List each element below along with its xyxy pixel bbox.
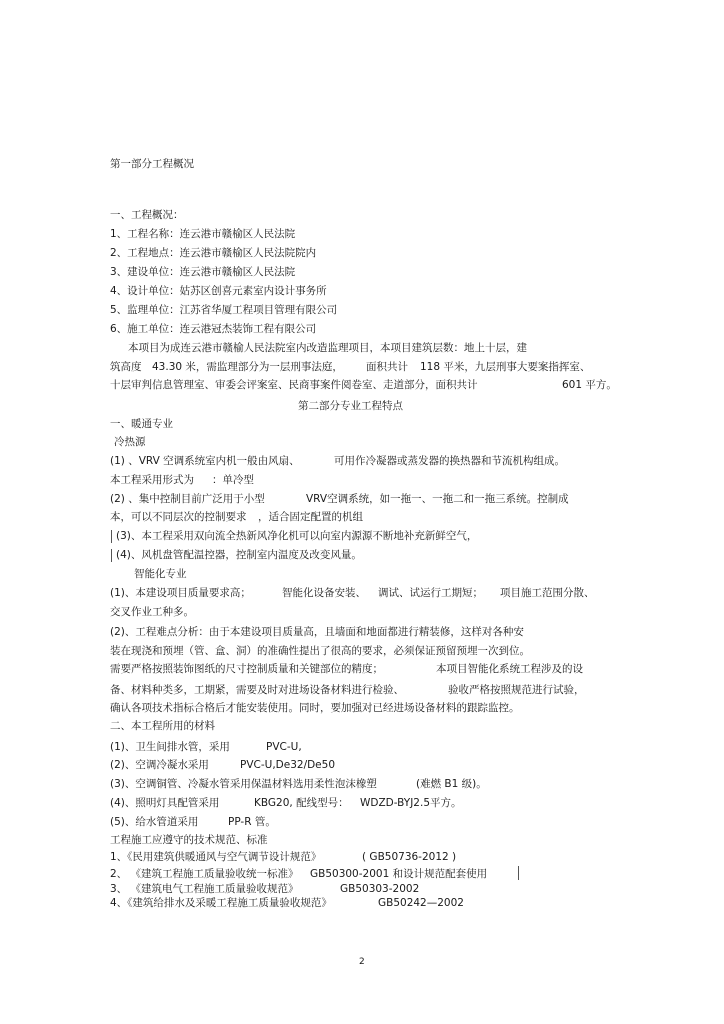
hvac-item: VRV空调系统，如一拖一、一拖二和一拖三系统。控制成 <box>306 493 569 505</box>
intro-line: 43.30 米，需监理部分为一层刑事法庭， <box>152 361 343 373</box>
standard-item: 4、《建筑给排水及采暖工程施工质量验收规范》 <box>110 897 332 909</box>
part2-title: 第二部分专业工程特点 <box>298 400 403 412</box>
intro-line: 面积共计 <box>366 361 408 373</box>
material-item: PVC-U, <box>266 741 302 753</box>
overview-heading: 一、工程概况： <box>110 209 184 221</box>
standards-heading: 工程施工应遵守的技术规范、标准 <box>110 834 268 846</box>
smart-para: 智能化设备安装、 <box>282 587 366 599</box>
smart-para: 装在现浇和预埋（管、盒、洞）的准确性提出了很高的要求，必须保证预留预埋一次到位。 <box>110 645 530 657</box>
margin-bar <box>518 866 519 880</box>
smart-para: (2)、工程难点分析：由于本建设项目质量高，且墙面和地面都进行精装修，这样对各种安 <box>110 626 524 638</box>
standard-item: GB50300-2001 和设计规范配套使用 <box>310 868 488 880</box>
intro-line: 本项目为成连云港市赣榆人民法院室内改造监理项目，本项目建筑层数：地上十层，建 <box>128 342 527 354</box>
standard-item: 2、 《建筑工程施工质量验收统一标准》 <box>110 868 299 880</box>
intro-line: 118 平米，九层刑事大要案指挥室、 <box>420 361 591 373</box>
hvac-item: 本，可以不同层次的控制要求 <box>110 511 247 523</box>
hvac-item: ：单冷型 <box>212 474 254 486</box>
material-item: (3)、空调铜管、冷凝水管采用保温材料选用柔性泡沫橡塑 <box>110 778 377 790</box>
standard-item: ( GB50736-2012 ) <box>362 851 457 863</box>
standard-item: 1、《民用建筑供暖通风与空气调节设计规范》 <box>110 851 322 863</box>
material-item: (1)、卫生间排水管，采用 <box>110 741 230 753</box>
overview-item: 4、设计单位：姑苏区创喜元素室内设计事务所 <box>110 285 327 297</box>
margin-bar <box>111 549 112 562</box>
smart-para: (1)、本建设项目质量要求高； <box>110 587 251 599</box>
hvac-item: 本工程采用形式为 <box>110 474 194 486</box>
smart-para: 验收严格按照规范进行试验， <box>448 684 585 696</box>
hvac-item: (4)、风机盘管配温控器，控制室内温度及改变风量。 <box>116 549 362 561</box>
overview-item: 3、建设单位：连云港市赣榆区人民法院 <box>110 266 296 278</box>
standard-item: GB50303-2002 <box>340 883 420 895</box>
intro-line: 601 平方。 <box>562 379 617 391</box>
material-item: (2)、空调冷凝水采用 <box>110 759 209 771</box>
overview-item: 2、工程地点：连云港市赣榆区人民法院院内 <box>110 247 317 259</box>
overview-item: 5、监理单位：江苏省华厦工程项目管理有限公司 <box>110 304 338 316</box>
hvac-item: (1) 、VRV 空调系统室内机一般由风扇、 <box>110 455 300 467</box>
material-item: PVC-U,De32/De50 <box>240 759 336 771</box>
smart-heading: 智能化专业 <box>134 568 187 580</box>
smart-para: 确认各项技术指标合格后才能安装使用。同时，要加强对已经进场设备材料的跟踪监控。 <box>110 702 520 714</box>
margin-bar <box>111 530 112 543</box>
smart-para: 备、材料种类多，工期紧，需要及时对进场设备材料进行检验、 <box>110 684 404 696</box>
smart-para: 需要严格按照装饰图纸的尺寸控制质量和关键部位的精度； <box>110 663 383 675</box>
intro-line: 筑高度 <box>110 361 142 373</box>
hvac-item: ，适合固定配置的机组 <box>258 511 363 523</box>
hvac-item: (3)、本工程采用双向流全热新风净化机可以向室内源源不断地补充新鲜空气， <box>116 530 478 542</box>
hvac-item: (2) 、集中控制目前广泛用于小型 <box>110 493 265 505</box>
material-item: KBG20, 配线型号： <box>254 797 349 809</box>
page-number: 2 <box>359 957 365 967</box>
intro-line: 十层审判信息管理室、审委会评案室、民商事案件阅卷室、走道部分，面积共计 <box>110 379 478 391</box>
hvac-item: 可用作冷凝器或蒸发器的换热器和节流机构组成。 <box>334 455 565 467</box>
material-item: (5)、给水管道采用 <box>110 816 199 828</box>
material-item: (4)、照明灯具配管采用 <box>110 797 220 809</box>
smart-para: 交叉作业工种多。 <box>110 606 194 618</box>
material-item: WDZD-BYJ2.5平方。 <box>360 797 462 809</box>
overview-item: 6、施工单位：连云港冠杰装饰工程有限公司 <box>110 323 317 335</box>
overview-item: 1、工程名称：连云港市赣榆区人民法院 <box>110 228 296 240</box>
smart-para: 本项目智能化系统工程涉及的设 <box>436 663 583 675</box>
material-item: (难燃 B1 级)。 <box>416 778 487 790</box>
cold-source-label: 冷热源 <box>114 436 146 448</box>
smart-para: 调试、试运行工期短； <box>378 587 483 599</box>
part1-title: 第一部分工程概况 <box>110 158 194 170</box>
standard-item: GB50242—2002 <box>378 897 464 909</box>
material-item: PP-R 管。 <box>228 816 276 828</box>
standard-item: 3、 《建筑电气工程施工质量验收规范》 <box>110 883 299 895</box>
smart-para: 项目施工范围分散、 <box>500 587 595 599</box>
materials-heading: 二、本工程所用的材料 <box>110 720 215 732</box>
hvac-heading: 一、暖通专业 <box>110 418 173 430</box>
